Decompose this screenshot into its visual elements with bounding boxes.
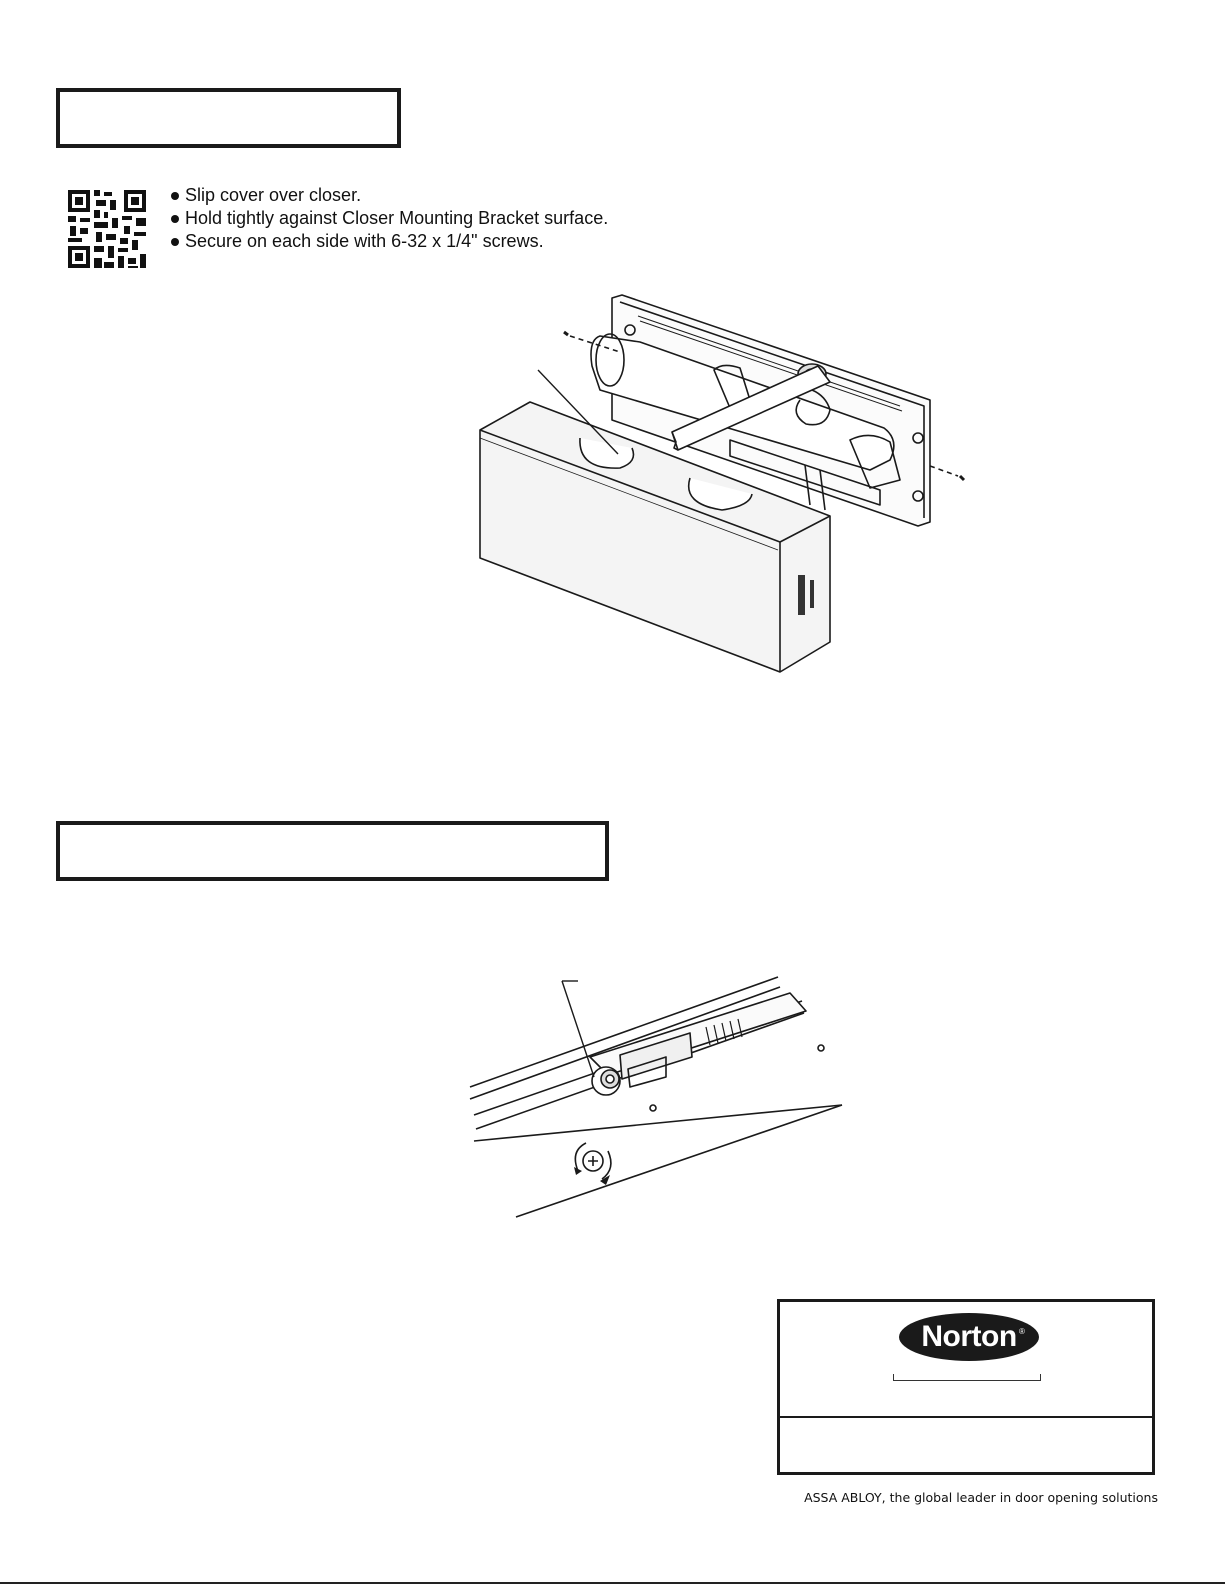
step-2: Hold tightly against Closer Mounting Bracket surface. (171, 207, 608, 230)
bracket-line (893, 1374, 1041, 1381)
adjustment-illustration (460, 965, 860, 1230)
bottom-rule (0, 1582, 1225, 1584)
brand-box-divider (780, 1416, 1152, 1418)
brand-box (777, 1299, 1155, 1475)
tagline: ASSA ABLOY, the global leader in door opening solutions (804, 1490, 1158, 1505)
norton-logo (898, 1312, 1040, 1362)
section-heading-box-2 (56, 821, 609, 881)
instruction-steps (171, 184, 608, 253)
step-1: Slip cover over closer. (171, 184, 608, 207)
registered-mark: ® (1019, 1327, 1025, 1336)
cover-install-illustration (460, 290, 1000, 690)
section-heading-box-1 (56, 88, 401, 148)
logo-text: Norton (921, 1320, 1017, 1353)
qr-code-icon[interactable] (66, 188, 148, 270)
step-3: Secure on each side with 6-32 x 1/4" screws. (171, 230, 608, 253)
